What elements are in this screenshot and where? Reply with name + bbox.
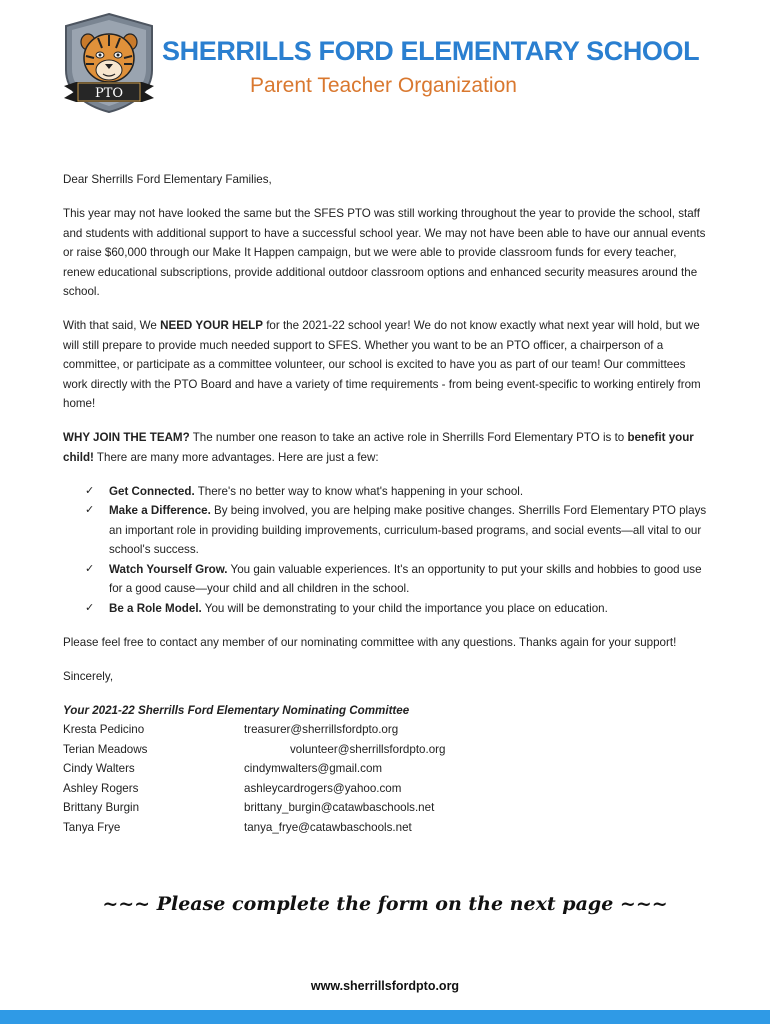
- committee-member: [63, 720, 708, 740]
- benefit-text: You gain valuable experiences. It's an opportunity to put your skills and hobbies to good use for a good cause—your child and all children in the school.: [109, 562, 702, 595]
- member-email[interactable]: tanya_frye@catawbaschools.net: [244, 820, 412, 834]
- paragraph-why-join: [63, 428, 708, 467]
- logo-text: PTO: [94, 86, 124, 101]
- list-item: [63, 599, 708, 619]
- benefit-child-emphasis: benefit your child!: [63, 431, 694, 464]
- member-email[interactable]: cindymwalters@gmail.com: [244, 762, 383, 775]
- website-link[interactable]: www.sherrillsfordpto.org: [310, 979, 460, 993]
- paragraph-accomplishments: This year may not have looked the same but the SFES PTO was still working throughout the year to provide the school, staff and students with additional support to have a successful school year. We may not have been able to have our annual events or raise $60,000 through our Make It Happen campaign, but we were able to provide classroom funds for every teacher, renew educational subscriptions, provide additional outdoor classroom options and enhanced security measures around the school.: [63, 207, 706, 298]
- list-item: [63, 560, 708, 599]
- benefit-text: By being involved, you are helping make positive changes. Sherrills Ford Elementary PTO plays an important role in providing building improvements, curriculum-based programs, and social events—all vital to our school's success.: [109, 504, 707, 556]
- committee-member: [63, 759, 708, 779]
- greeting: Dear Sherrills Ford Elementary Families,: [63, 173, 272, 186]
- member-name: Tanya Frye: [63, 820, 121, 834]
- signoff: Sincerely,: [63, 669, 114, 683]
- benefit-title: Make a Difference.: [109, 504, 211, 517]
- organization-name: Parent Teacher Organization: [250, 74, 517, 97]
- list-item: [63, 482, 708, 502]
- member-email[interactable]: brittany_burgin@catawbaschools.net: [244, 801, 435, 814]
- member-email[interactable]: volunteer@sherrillsfordpto.org: [290, 742, 446, 756]
- why-join-heading: WHY JOIN THE TEAM?: [63, 431, 190, 444]
- member-email[interactable]: treasurer@sherrillsfordpto.org: [244, 723, 399, 736]
- list-item: [63, 501, 708, 560]
- committee-member: [63, 818, 708, 838]
- committee-title: Your 2021-22 Sherrills Ford Elementary Nominating Committee: [63, 703, 410, 717]
- member-name: Kresta Pedicino: [63, 723, 145, 736]
- letter-body: [63, 170, 708, 837]
- why-join-text-2: There are many more advantages. Here are just a few:: [93, 450, 379, 464]
- benefit-title: Be a Role Model.: [109, 601, 202, 615]
- committee-member: [63, 779, 708, 799]
- next-page-notice: ~~~ Please complete the form on the next page ~~~: [102, 893, 668, 915]
- committee-member: [63, 798, 708, 818]
- benefits-list: [63, 482, 708, 619]
- member-email[interactable]: ashleycardrogers@yahoo.com: [244, 781, 402, 795]
- committee-members: [63, 720, 708, 837]
- member-name: Ashley Rogers: [63, 781, 139, 795]
- letterhead: [0, 0, 770, 130]
- benefit-title: Watch Yourself Grow.: [109, 562, 228, 576]
- member-name: Terian Meadows: [63, 742, 148, 756]
- need-help-text-1: With that said, We: [63, 319, 161, 332]
- paragraph-need-help: [63, 316, 708, 414]
- school-logo: [62, 12, 156, 114]
- benefit-text: There's no better way to know what's happening in your school.: [194, 484, 524, 498]
- need-help-emphasis: NEED YOUR HELP: [160, 319, 263, 332]
- member-name: Cindy Walters: [63, 762, 135, 775]
- checkmark-icon: ✓: [85, 562, 95, 575]
- footer-bar: [0, 1010, 770, 1024]
- checkmark-icon: ✓: [85, 601, 95, 614]
- benefit-text: You will be demonstrating to your child the importance you place on education.: [201, 601, 608, 615]
- school-name: SHERRILLS FORD ELEMENTARY SCHOOL: [162, 36, 700, 66]
- committee-member: [63, 740, 708, 760]
- checkmark-icon: ✓: [85, 504, 95, 516]
- checkmark-icon: ✓: [85, 484, 95, 497]
- member-name: Brittany Burgin: [63, 801, 140, 814]
- need-help-text-2: for the 2021-22 school year! We do not know exactly what next year will hold, but we will still prepare to provide much needed support to SFES. Whether you want to be an PTO officer, a chairperson of a committee, or participate as a committee volunteer, our school is excited to have you as part of our team! Our committees work directly with the PTO Board and have a variety of time requirements - from being event-specific to working entirely from home!: [63, 319, 701, 410]
- why-join-text-1: The number one reason to take an active role in Sherrills Ford Elementary PTO is to: [189, 431, 628, 444]
- closing-paragraph: Please feel free to contact any member of our nominating committee with any questions. Thanks again for your support!: [63, 635, 677, 649]
- benefit-title: Get Connected.: [109, 484, 195, 498]
